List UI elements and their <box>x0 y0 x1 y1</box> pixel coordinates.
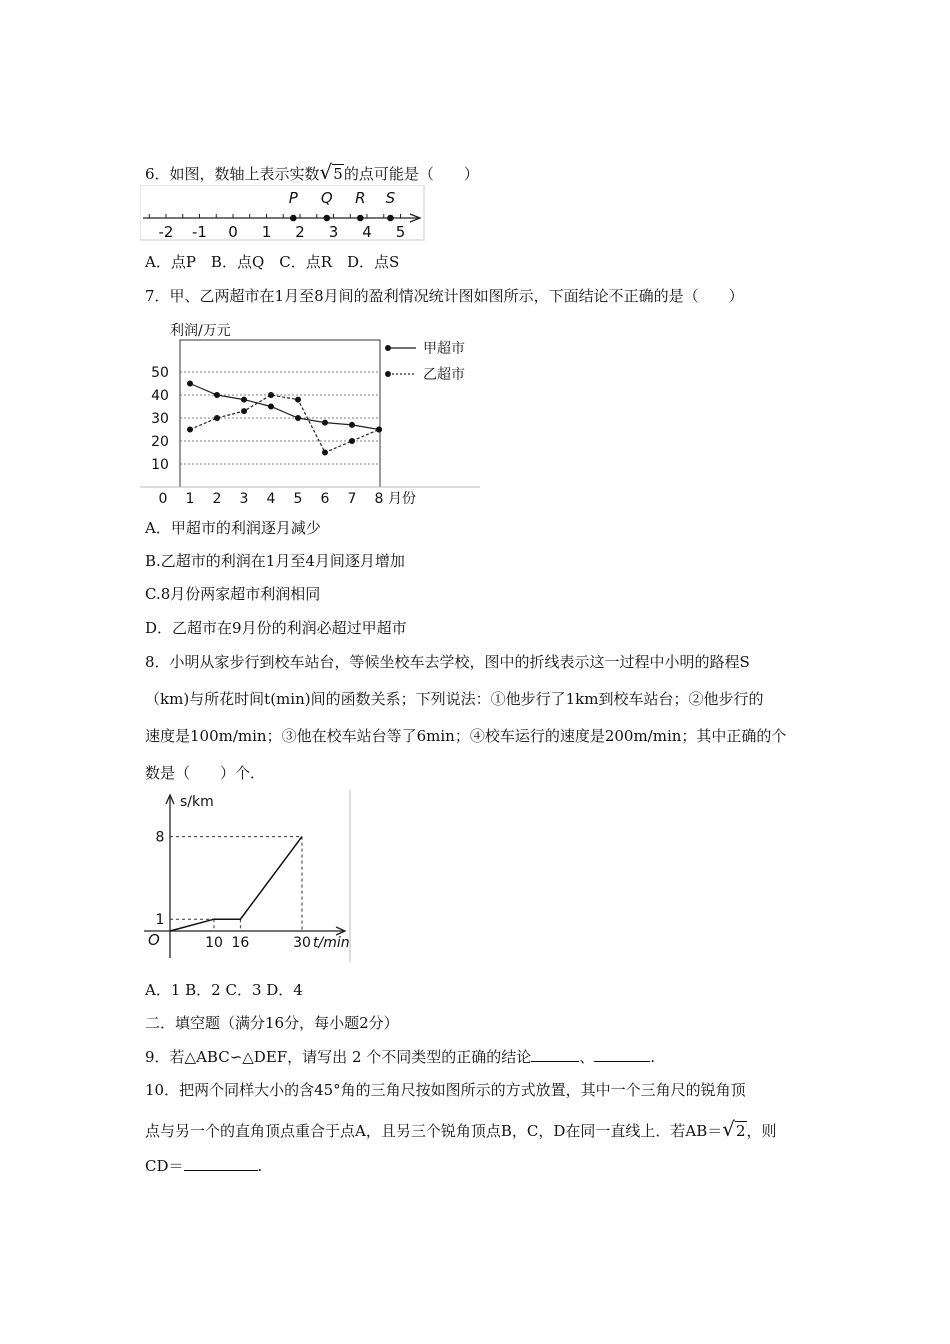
distance-time-graph <box>140 790 355 962</box>
q8-line-2: （km)与所花时间t(min)间的函数关系；下列说法：①他步行了1km到校车站台；②他步行的 <box>145 690 764 708</box>
number-line-group <box>143 189 420 241</box>
x-axis-label: 月份 <box>388 491 416 505</box>
origin-label: O <box>148 931 160 949</box>
x-tick-label: 16 <box>231 935 250 951</box>
q6-stem-post: 的点可能是（ ） <box>343 165 479 183</box>
q10-line-3 <box>145 1156 262 1176</box>
q7-option-c: C.8月份两家超市利润相同 <box>145 585 321 603</box>
q8-line-1: 8．小明从家步行到校车站台，等候坐校车去学校，图中的折线表示这一过程中小明的路程S <box>145 653 750 671</box>
q6-options: A．点P B．点Q C．点R D．点S <box>145 253 400 271</box>
x-tick-label: 1 <box>185 491 195 505</box>
q8-line-3: 速度是100m/min；③他在校车站台等了6min；④校车运行的速度是200m/min；其中正确的个 <box>145 727 787 745</box>
data-point-jia <box>349 422 355 428</box>
sqrt-5 <box>320 162 344 184</box>
q10-cd-label: CD＝ <box>145 1157 184 1175</box>
q7-option-d: D．乙超市在9月份的利润必超过甲超市 <box>145 619 407 637</box>
y-tick-label: 50 <box>151 365 169 381</box>
number-line-tick-label: 3 <box>328 223 339 241</box>
y-tick-label: 40 <box>151 388 169 404</box>
x-tick-label: 2 <box>212 491 222 505</box>
y-axis-label: 利润/万元 <box>170 323 231 339</box>
q9-stem <box>145 1047 655 1067</box>
x-tick-label: 3 <box>239 491 249 505</box>
data-point-yi <box>322 450 328 456</box>
y-tick-label: 30 <box>151 411 169 427</box>
section-2-heading: 二．填空题（满分16分，每小题2分） <box>145 1014 399 1032</box>
data-point-jia <box>214 392 220 398</box>
y-tick-label: 1 <box>155 912 165 929</box>
q8-options: A．1 B．2 C．3 D．4 <box>145 981 303 999</box>
x-axis-label: t/min <box>313 935 350 951</box>
x-tick-label: 7 <box>347 491 357 505</box>
number-line-tick-label: -2 <box>158 223 174 241</box>
q10-line-2 <box>145 1119 777 1141</box>
point-label-s: S <box>385 189 396 207</box>
x-tick-label: 6 <box>320 491 330 505</box>
distance-time-group <box>144 790 350 962</box>
q9-separator: 、 <box>579 1048 595 1066</box>
point-q <box>324 215 331 222</box>
q8-line-4: 数是（ ）个． <box>145 764 266 782</box>
y-axis-label: s/km <box>180 794 214 810</box>
q9-end: . <box>650 1048 656 1066</box>
number-line-tick-label: 0 <box>228 223 238 241</box>
x-tick-label: 5 <box>293 491 303 505</box>
number-line <box>140 185 430 241</box>
point-label-p: P <box>288 189 298 207</box>
q10-line-2-post: ，则 <box>746 1122 777 1140</box>
plot-frame <box>180 340 380 487</box>
data-point-yi <box>268 392 274 398</box>
data-point-jia <box>295 415 301 421</box>
q10-end: . <box>257 1157 263 1175</box>
q7-stem: 7．甲、乙两超市在1月至8月间的盈利情况统计图如图所示，下面结论不正确的是（ ） <box>145 287 744 305</box>
number-line-frame <box>140 185 424 240</box>
number-line-tick-label: 4 <box>362 223 372 241</box>
radicand-2: 2 <box>735 1122 746 1140</box>
data-point-yi <box>241 408 247 414</box>
data-point-jia <box>322 420 328 426</box>
q10-blank[interactable] <box>184 1156 258 1171</box>
radicand-5: 5 <box>333 165 343 183</box>
q9-blank-2[interactable] <box>594 1047 650 1062</box>
distance-polyline <box>170 837 302 931</box>
q9-stem-text: 9．若△ABC∽△DEF，请写出 2 个不同类型的正确的结论 <box>145 1048 532 1066</box>
x-tick-label: 30 <box>293 935 311 951</box>
q6-stem <box>145 162 479 184</box>
data-point-jia <box>268 404 274 410</box>
number-line-tick-label: -1 <box>192 223 207 241</box>
profit-chart-group <box>140 322 480 505</box>
radical-sign: √ <box>319 160 333 184</box>
data-point-yi <box>187 427 193 433</box>
y-tick-label: 10 <box>151 457 169 473</box>
number-line-tick-label: 2 <box>295 223 305 241</box>
x-tick-label: 4 <box>266 491 276 505</box>
q10-line-1: 10．把两个同样大小的含45°角的三角尺按如图所示的方式放置，其中一个三角尺的锐角顶 <box>145 1081 746 1099</box>
y-tick-label: 8 <box>155 829 165 846</box>
q7-option-a: A．甲超市的利润逐月减少 <box>145 519 321 537</box>
q7-option-b: B.乙超市的利润在1月至4月间逐月增加 <box>145 552 405 570</box>
x-tick-label: 0 <box>158 491 168 505</box>
q9-blank-1[interactable] <box>531 1047 579 1062</box>
data-point-yi <box>214 415 220 421</box>
legend-label: 甲超市 <box>423 341 465 357</box>
x-tick-label: 10 <box>205 935 223 951</box>
q10-line-2-text: 点与另一个的直角顶点重合于点A，且另三个锐角顶点B，C，D在同一直线上．若AB＝ <box>145 1122 723 1140</box>
y-tick-label: 20 <box>151 434 169 450</box>
data-point-yi <box>349 438 355 444</box>
point-label-r: R <box>355 189 366 207</box>
point-r <box>357 215 364 222</box>
sqrt-2 <box>722 1119 746 1141</box>
point-p <box>290 215 297 222</box>
data-point-yi <box>295 397 301 403</box>
number-line-tick-label: 5 <box>395 223 406 241</box>
x-tick-label: 8 <box>374 491 384 505</box>
point-s <box>387 215 394 222</box>
number-line-tick-label: 1 <box>261 223 272 241</box>
legend-label: 乙超市 <box>423 367 465 383</box>
data-point-jia <box>241 397 247 403</box>
radical-sign-2: √ <box>722 1117 735 1141</box>
data-point-jia <box>187 381 193 387</box>
profit-chart <box>140 320 485 505</box>
q6-stem-pre: 6．如图，数轴上表示实数 <box>145 165 320 183</box>
data-point-yi <box>376 427 382 433</box>
point-label-q: Q <box>320 189 333 207</box>
